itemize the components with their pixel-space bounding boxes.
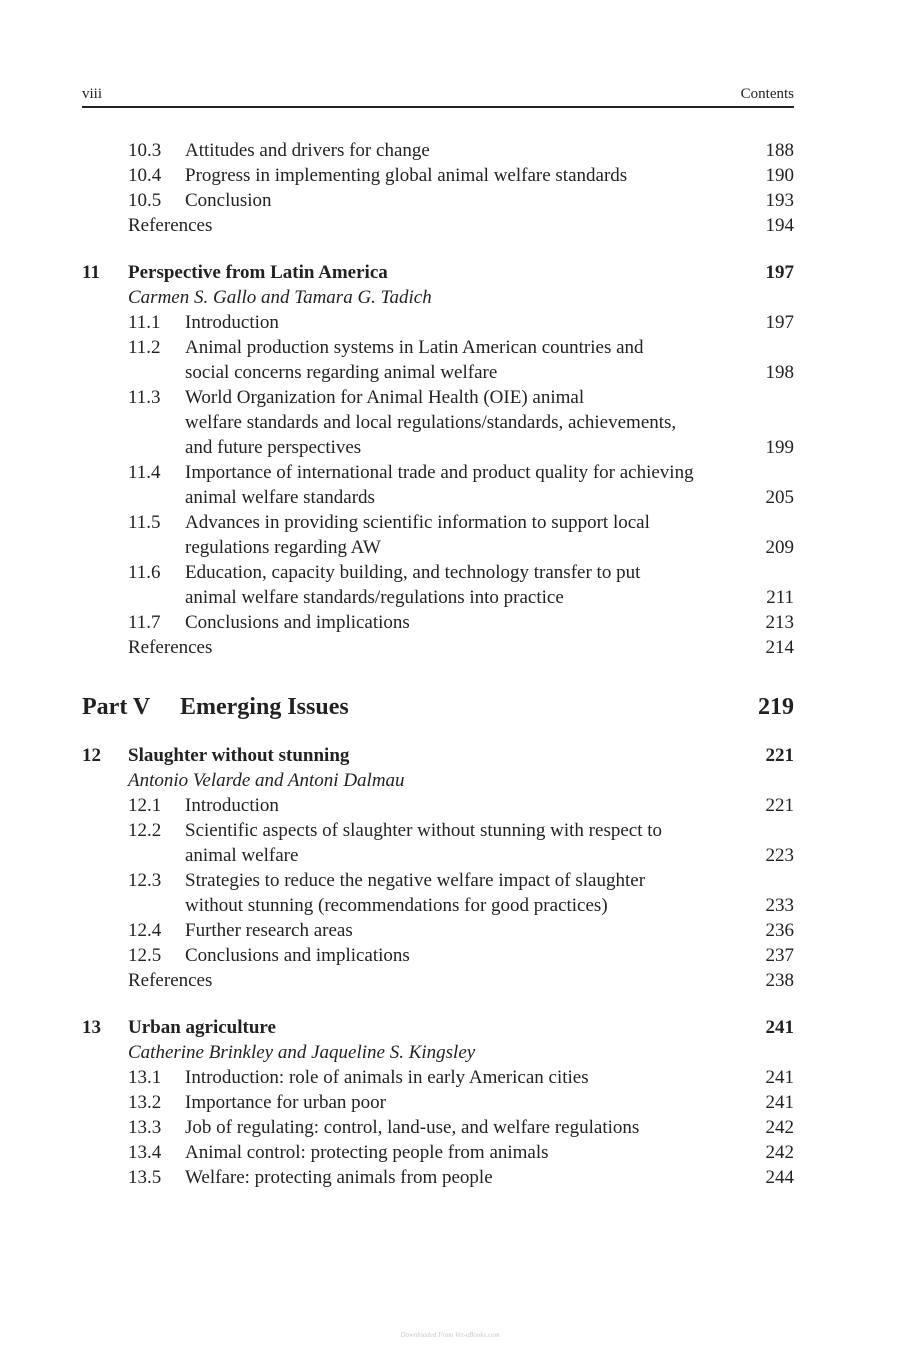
section-title: without stunning (recommendations for good practices) — [185, 895, 608, 916]
section-page: 193 — [765, 190, 794, 211]
watermark-footer: Downloaded From Vet-eBooks.com — [400, 1331, 500, 1339]
chapter-authors: Antonio Velarde and Antoni Dalmau — [128, 770, 405, 791]
section-number: 12.2 — [128, 820, 162, 841]
section-page: 242 — [765, 1142, 794, 1163]
section-number: 12.5 — [128, 945, 162, 966]
section-title: Importance of international trade and product quality for achieving — [185, 462, 694, 483]
section-title: Scientific aspects of slaughter without stunning with respect to — [185, 820, 663, 841]
section-number: 10.5 — [128, 190, 162, 211]
section-number: 10.3 — [128, 140, 162, 161]
section-page: 233 — [765, 895, 794, 916]
chapter-page: 221 — [765, 745, 794, 766]
section-title: Job of regulating: control, land-use, and welfare regulations — [185, 1117, 640, 1138]
section-page: 242 — [765, 1117, 794, 1138]
references-label: References — [128, 215, 213, 236]
section-number: 11.1 — [128, 312, 161, 333]
section-number: 11.4 — [128, 462, 161, 483]
section-title: Introduction — [185, 795, 279, 816]
section-number: 11.3 — [128, 387, 161, 408]
section-title: Education, capacity building, and technology transfer to put — [185, 562, 641, 583]
section-page: 188 — [765, 140, 794, 161]
section-page: 236 — [765, 920, 794, 941]
section-title: World Organization for Animal Health (OIE) animal — [185, 387, 585, 408]
section-page: 205 — [765, 487, 794, 508]
section-page: 221 — [765, 795, 794, 816]
section-title: Introduction: role of animals in early American cities — [185, 1067, 589, 1088]
section-page: 223 — [765, 845, 794, 866]
section-title: Animal production systems in Latin American countries and — [185, 337, 644, 358]
running-title: Contents — [740, 86, 794, 102]
section-title: Further research areas — [185, 920, 353, 941]
section-page: 213 — [765, 612, 794, 633]
section-page: 197 — [765, 312, 794, 333]
section-title: Advances in providing scientific information to support local — [185, 512, 650, 533]
section-page: 198 — [765, 362, 794, 383]
section-number: 13.1 — [128, 1067, 162, 1088]
section-page: 209 — [765, 537, 794, 558]
section-title: and future perspectives — [185, 437, 362, 458]
section-title: Attitudes and drivers for change — [185, 140, 430, 161]
section-page: 241 — [765, 1092, 794, 1113]
section-title: animal welfare standards/regulations into practice — [185, 587, 564, 608]
section-number: 11.5 — [128, 512, 161, 533]
section-number: 11.6 — [128, 562, 161, 583]
references-page: 238 — [765, 970, 794, 991]
section-title: Strategies to reduce the negative welfare impact of slaughter — [185, 870, 646, 891]
section-number: 11.7 — [128, 612, 161, 633]
section-number: 13.4 — [128, 1142, 162, 1163]
section-title: Conclusion — [185, 190, 272, 211]
section-number: 12.3 — [128, 870, 162, 891]
part-title: Emerging Issues — [180, 694, 349, 720]
section-title: Importance for urban poor — [185, 1092, 387, 1113]
references-label: References — [128, 970, 213, 991]
chapter-title: Slaughter without stunning — [128, 745, 350, 766]
references-label: References — [128, 637, 213, 658]
chapter-page: 241 — [765, 1017, 794, 1038]
section-number: 13.5 — [128, 1167, 162, 1188]
page-number-roman: viii — [82, 86, 103, 102]
part-page: 219 — [758, 694, 794, 720]
section-title: animal welfare — [185, 845, 299, 866]
references-page: 194 — [765, 215, 794, 236]
section-title: regulations regarding AW — [185, 537, 381, 558]
chapter-number: 11 — [82, 262, 100, 283]
chapter-title: Perspective from Latin America — [128, 262, 388, 283]
section-number: 13.2 — [128, 1092, 162, 1113]
section-title: social concerns regarding animal welfare — [185, 362, 498, 383]
section-number: 11.2 — [128, 337, 161, 358]
section-number: 10.4 — [128, 165, 162, 186]
part-label: Part V — [82, 694, 151, 720]
section-title: Animal control: protecting people from animals — [185, 1142, 549, 1163]
section-title: Progress in implementing global animal welfare standards — [185, 165, 628, 186]
running-header — [82, 84, 794, 108]
chapter-authors: Catherine Brinkley and Jaqueline S. Kingsley — [128, 1042, 476, 1063]
section-title: animal welfare standards — [185, 487, 375, 508]
section-title: Introduction — [185, 312, 279, 333]
section-title: welfare standards and local regulations/standards, achievements, — [185, 412, 677, 433]
section-number: 12.1 — [128, 795, 162, 816]
section-title: Welfare: protecting animals from people — [185, 1167, 493, 1188]
references-page: 214 — [765, 637, 794, 658]
section-number: 12.4 — [128, 920, 162, 941]
section-number: 13.3 — [128, 1117, 162, 1138]
chapter-number: 13 — [82, 1017, 101, 1038]
section-title: Conclusions and implications — [185, 945, 410, 966]
section-title: Conclusions and implications — [185, 612, 410, 633]
chapter-authors: Carmen S. Gallo and Tamara G. Tadich — [128, 287, 432, 308]
chapter-page: 197 — [765, 262, 794, 283]
section-page: 241 — [765, 1067, 794, 1088]
section-page: 237 — [765, 945, 794, 966]
section-page: 244 — [765, 1167, 794, 1188]
section-page: 190 — [765, 165, 794, 186]
chapter-number: 12 — [82, 745, 101, 766]
section-page: 199 — [765, 437, 794, 458]
chapter-title: Urban agriculture — [128, 1017, 276, 1038]
section-page: 211 — [766, 587, 794, 608]
